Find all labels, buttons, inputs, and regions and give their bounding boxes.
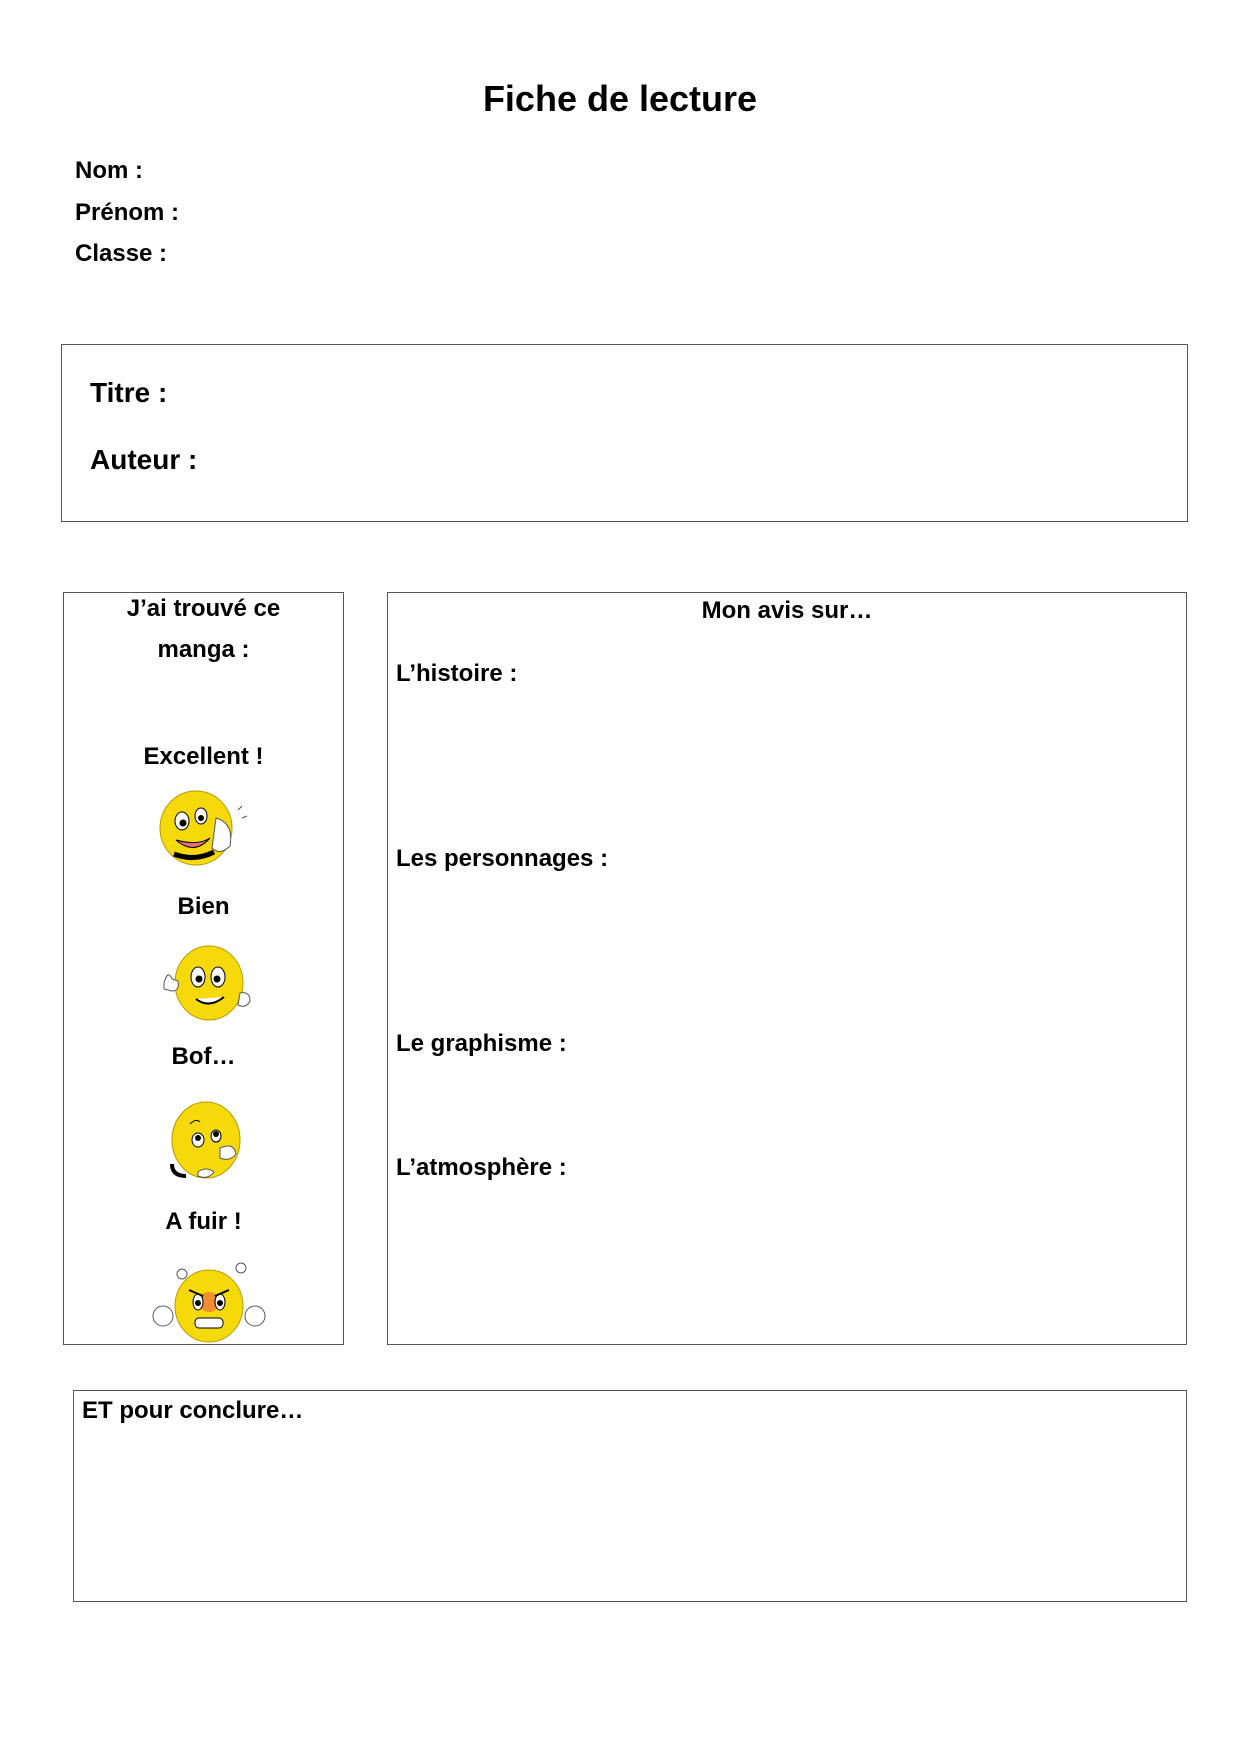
conclusion-label: ET pour conclure… [82, 1397, 304, 1424]
prenom-label: Prénom : [75, 199, 180, 226]
rating-option-a-fuir[interactable]: A fuir ! [165, 1208, 242, 1235]
rating-heading-line1: J’ai trouvé ce [126, 595, 281, 622]
rating-option-bof[interactable]: Bof… [171, 1043, 236, 1070]
opinion-personnages-label: Les personnages : [396, 845, 609, 872]
nom-label: Nom : [75, 157, 143, 184]
angry-smiley-icon[interactable] [149, 1258, 269, 1343]
auteur-label: Auteur : [90, 444, 198, 475]
thumbs-up-smiley-icon[interactable] [154, 943, 264, 1023]
classe-label: Classe : [75, 240, 168, 267]
rating-option-bien[interactable]: Bien [177, 893, 230, 920]
rating-box [63, 592, 344, 1345]
opinion-atmosphere-label: L’atmosphère : [396, 1154, 567, 1181]
conclusion-box [73, 1390, 1187, 1602]
clapping-smiley-icon[interactable] [154, 788, 254, 868]
page-title: Fiche de lecture [482, 78, 758, 119]
opinion-graphisme-label: Le graphisme : [396, 1030, 567, 1057]
doubtful-smiley-icon[interactable] [164, 1098, 254, 1188]
titre-label: Titre : [90, 377, 168, 408]
opinion-box [387, 592, 1187, 1345]
rating-heading-line2: manga : [157, 636, 250, 663]
opinion-heading: Mon avis sur… [701, 597, 873, 624]
book-info-box [61, 344, 1188, 522]
opinion-histoire-label: L’histoire : [396, 660, 518, 687]
rating-option-excellent[interactable]: Excellent ! [143, 743, 264, 770]
